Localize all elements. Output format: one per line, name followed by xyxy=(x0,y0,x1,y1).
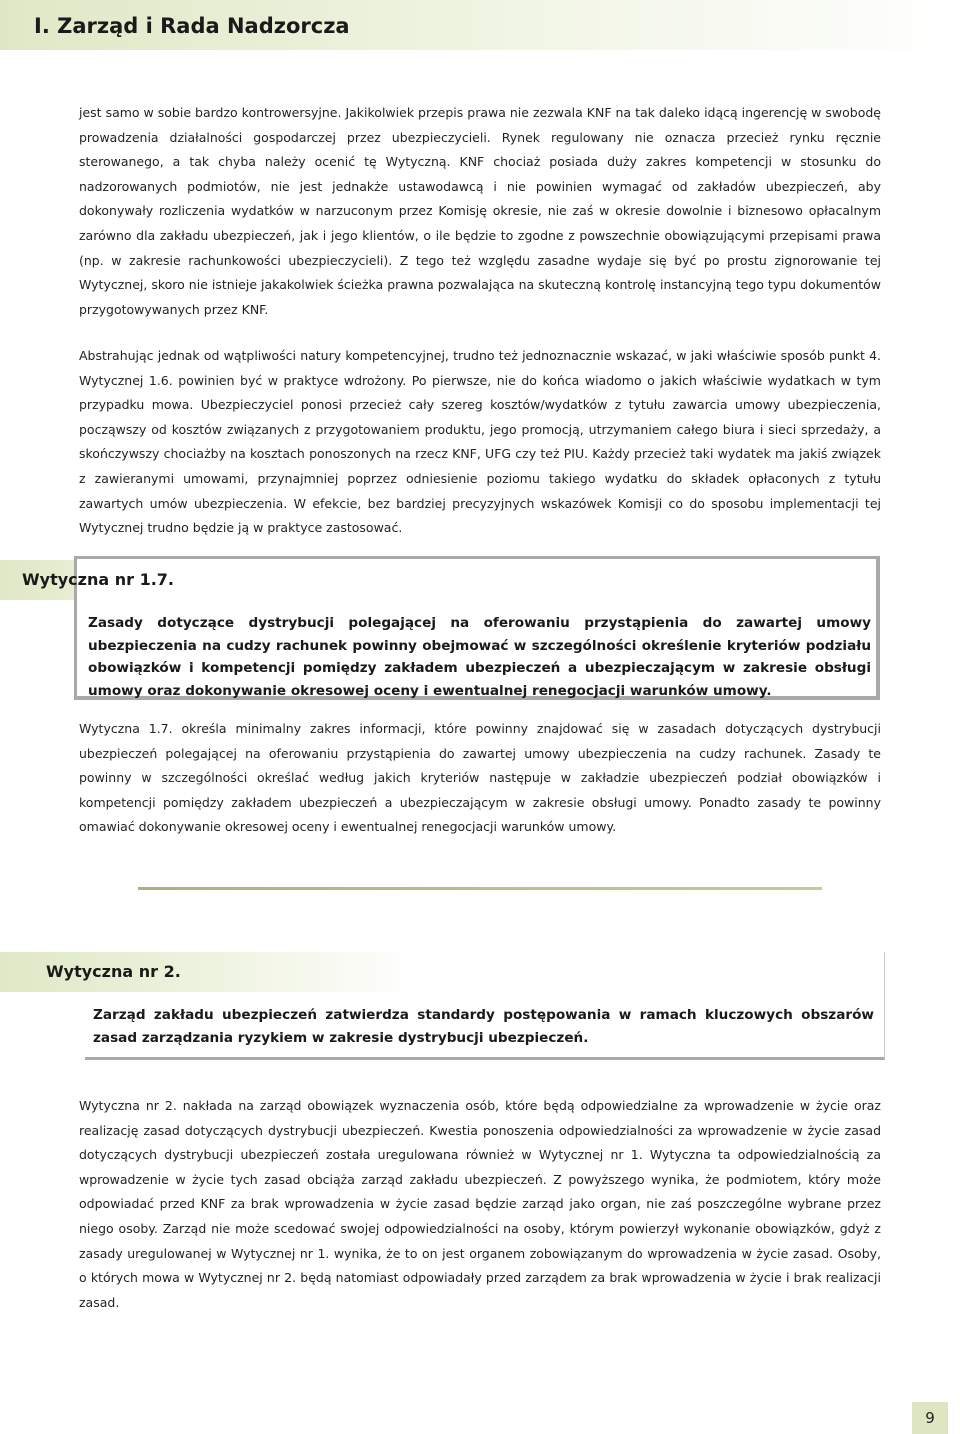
guideline-1-7-box xyxy=(74,556,880,700)
page-title: I. Zarząd i Rada Nadzorcza xyxy=(34,14,350,38)
guideline-1-7-title: Wytyczna nr 1.7. xyxy=(22,570,174,589)
guideline-1-7-text: Zasady dotyczące dystrybucji polegającej na oferowaniu przystąpienia do zawartej umowy ubezpieczenia na cudzy rachunek powinny obejmować w szczególności określenie kryteriów podziału obowiązków i kompetencji pomiędzy zakładem ubezpieczeń a ubezpieczającym w zakresie obsługi umowy oraz dokonywanie okresowej oceny i ewentualnej renegocjacji warunków umowy. xyxy=(88,615,871,699)
guideline-2-box xyxy=(85,952,885,1060)
paragraph-1: jest samo w sobie bardzo kontrowersyjne. Jakikolwiek przepis prawa nie zezwala KNF na tak daleko idącą ingerencję w swobodę prowadzenia działalności gospodarczej przez ubezpieczycieli. Rynek regulowany nie oznacza przecież rynku ręcznie sterowanego, a tak chyba należy ocenić tę Wytyczną. KNF chociaż posiada duży zakres kompetencji w stosunku do nadzorowanych podmiotów, nie jest jednakże ustawodawcą i nie powinien wymagać od zakładów ubezpieczeń, aby dokonywały rozliczenia wydatków w narzuconym przez Komisję okresie, nie zaś w okresie dowolnie i biznesowo opłacalnym zarówno dla zakładu ubezpieczeń, jak i jego klientów, o ile będzie to zgodne z powszechnie obowiązującymi przepisami prawa (np. w zakresie rachunkowości ubezpieczycieli). Z tego też względu zasadne wydaje się być po prostu zignorowanie tej Wytycznej, skoro nie istnieje jakakolwiek ścieżka prawna pozwalająca na skuteczną kontrolę instancyjną tego typu dokumentów przygotowywanych przez KNF. xyxy=(79,105,881,317)
guideline-2-title: Wytyczna nr 2. xyxy=(46,962,181,981)
page-number: 9 xyxy=(925,1409,935,1427)
divider-line xyxy=(138,887,822,890)
paragraph-3: Wytyczna 1.7. określa minimalny zakres informacji, które powinny znajdować się w zasadach dotyczących dystrybucji ubezpieczeń polegającej na oferowaniu przystąpienia do zawartej umowy ubezpieczenia na cudzy rachunek. Zasady te powinny w szczególności określać według jakich kryteriów następuje w zakładzie ubezpieczeń podział obowiązków i kompetencji pomiędzy zakładem ubezpieczeń a ubezpieczającym w zakresie obsługi umowy. Ponadto zasady te powinny omawiać dokonywanie okresowej oceny i ewentualnej renegocjacji warunków umowy. xyxy=(79,721,881,835)
page-number-box xyxy=(912,1402,948,1434)
guideline-2-text: Zarząd zakładu ubezpieczeń zatwierdza standardy postępowania w ramach kluczowych obszarów zasad zarządzania ryzykiem w zakresie dystrybucji ubezpieczeń. xyxy=(93,1007,874,1046)
paragraph-4: Wytyczna nr 2. nakłada na zarząd obowiązek wyznaczenia osób, które będą odpowiedzialne za wprowadzenie w życie oraz realizację zasad dotyczących dystrybucji ubezpieczeń. Kwestia ponoszenia odpowiedzialności za wprowadzenie w życie zasad dotyczących dystrybucji ubezpieczeń została uregulowana również w Wytycznej nr 1. Wytyczna ta odpowiedzialnością za wprowadzenie w życie tych zasad obciąża zarząd zakładu ubezpieczeń. Z powyższego wynika, że podmiotem, który może odpowiadać przed KNF za brak wprowadzenia w życie zasad będzie zarząd jako organ, nie zaś poszczególne wybrane przez niego osoby. Zarząd nie może scedować swojej odpowiedzialności na osoby, którym powierzył wykonanie obowiązków, gdyż z zasady uregulowanej w Wytycznej nr 1. wynika, że to on jest organem zobowiązanym do wprowadzenia w życie zasad. Osoby, o których mowa w Wytycznej nr 2. będą natomiast odpowiadały przed zarządem za brak wprowadzenia w życie i brak realizacji zasad. xyxy=(79,1098,881,1310)
header-band xyxy=(0,0,960,50)
paragraph-2: Abstrahując jednak od wątpliwości natury kompetencyjnej, trudno też jednoznacznie wskazać, w jaki właściwie sposób punkt 4. Wytycznej 1.6. powinien być w praktyce wdrożony. Po pierwsze, nie do końca wiadomo o jakich właściwie wydatkach w tym przypadku mowa. Ubezpieczyciel ponosi przecież cały szereg kosztów/wydatków z tytułu zawarcia umowy ubezpieczenia, począwszy od kosztów związanych z przygotowaniem produktu, jego promocją, utrzymaniem całego biura i sieci sprzedaży, a skończywszy chociażby na kosztach ponoszonych na rzecz KNF, UFG czy też PIU. Każdy przecież taki wydatek ma jakiś związek z zawieranymi umowami, przynajmniej poprzez odniesienie poziomu takiego wydatku do składek opłaconych z tytułu zawartych umów ubezpieczenia. W efekcie, bez bardziej precyzyjnych wskazówek Komisji co do sposobu implementacji tej Wytycznej trudno będzie ją w praktyce zastosować. xyxy=(79,348,881,536)
